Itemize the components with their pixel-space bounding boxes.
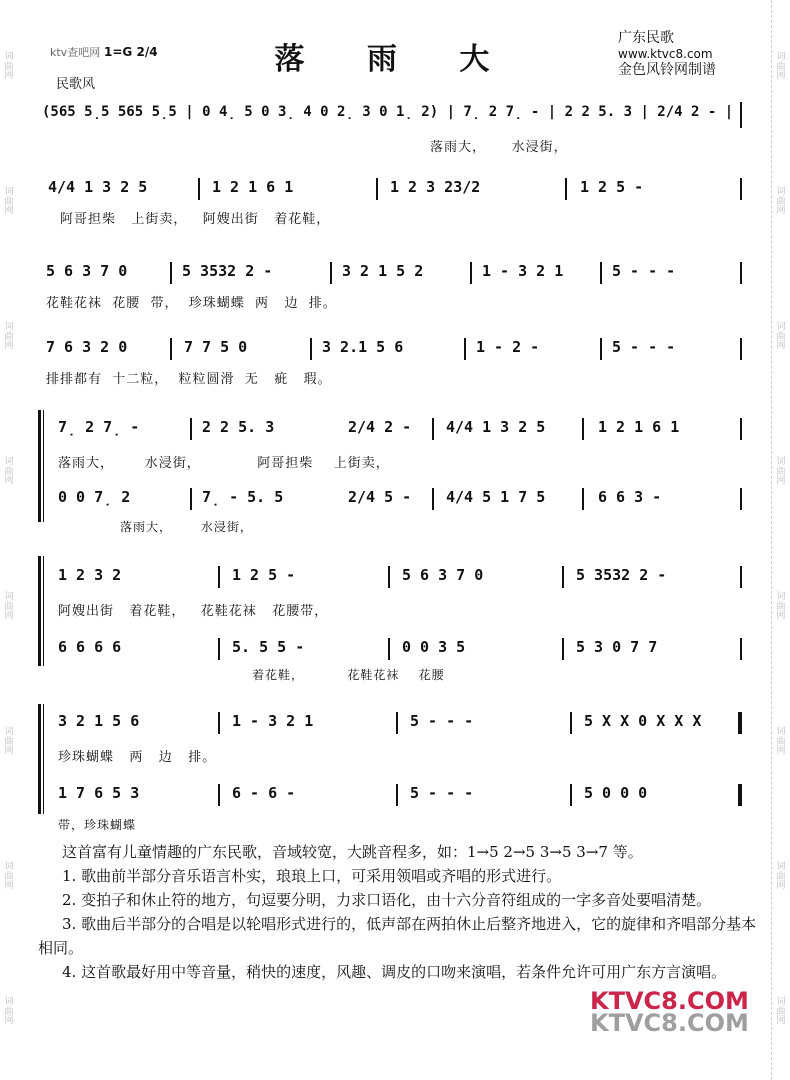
duet-system-2 bbox=[0, 566, 790, 682]
measure: 1 - 3 2 1 bbox=[482, 262, 564, 280]
margin-mark: 词 曲 网 bbox=[4, 592, 14, 622]
commentary-intro: 这首富有儿童情趣的广东民歌，音域较宽，大跳音程多，如：1→5 2→5 3→5 3→7 等。 bbox=[62, 843, 643, 861]
barline bbox=[740, 638, 742, 660]
barline bbox=[570, 784, 572, 806]
barline bbox=[740, 418, 742, 440]
barline bbox=[565, 178, 567, 200]
margin-mark: 词 曲 网 bbox=[4, 187, 14, 217]
barline bbox=[170, 338, 172, 360]
final-barline bbox=[738, 784, 742, 806]
margin-mark: 词 曲 网 bbox=[776, 997, 786, 1027]
barline bbox=[570, 712, 572, 734]
upper-measure: 1 2 5 - bbox=[232, 566, 296, 584]
barline bbox=[600, 338, 602, 360]
barline bbox=[218, 712, 220, 734]
measure: 5 - - - bbox=[612, 338, 676, 356]
barline bbox=[396, 712, 398, 734]
measure: 5 3532 2 - bbox=[182, 262, 273, 280]
margin-mark: 词 曲 网 bbox=[776, 52, 786, 82]
margin-mark: 词 曲 网 bbox=[776, 187, 786, 217]
measure: 7 7 5 0 bbox=[184, 338, 248, 356]
duet-system-1 bbox=[0, 418, 790, 534]
intro-system bbox=[0, 100, 790, 160]
lower-measure: 0 0 3 5 bbox=[402, 638, 466, 656]
commentary-point: 2. 变拍子和休止符的地方，句逗要分明，力求口语化，由十六分音符组成的一字多音处要唱清楚。 bbox=[62, 891, 712, 909]
margin-mark: 词 曲 网 bbox=[4, 862, 14, 892]
upper-measure: 7̣ 2 7̣ - bbox=[58, 418, 140, 436]
margin-mark: 词 曲 网 bbox=[776, 457, 786, 487]
measure: 1 2 5 - bbox=[580, 178, 644, 196]
margin-mark: 词 曲 网 bbox=[4, 997, 14, 1027]
lower-measure: 6 6 3 - bbox=[598, 488, 662, 506]
upper-lyrics: 落雨大， 水浸街， 阿哥担柴 上街卖， bbox=[58, 456, 390, 471]
margin-mark: 词 曲 网 bbox=[4, 52, 14, 82]
lyrics-line: 排排都有 十二粒， 粒粒圆滑 无 疵 瑕。 bbox=[46, 372, 332, 387]
barline bbox=[388, 638, 390, 660]
measure: 5 6 3 7 0 bbox=[46, 262, 128, 280]
measure: 1 2 3 23/2 bbox=[390, 178, 481, 196]
lyrics-line: 阿哥担柴 上街卖， 阿嫂出街 着花鞋， bbox=[60, 212, 331, 227]
barline bbox=[190, 488, 192, 510]
measure: 3 2 1 5 2 bbox=[342, 262, 424, 280]
credit-author: 金色风铃网制谱 bbox=[618, 62, 716, 78]
measure: 3 2.1 5 6 bbox=[322, 338, 404, 356]
upper-measure: 5 3532 2 - bbox=[576, 566, 667, 584]
barline bbox=[562, 638, 564, 660]
key-text: 1=G 2/4 bbox=[104, 45, 158, 59]
barline bbox=[388, 566, 390, 588]
upper-measure: 4/4 1 3 2 5 bbox=[446, 418, 546, 436]
lower-measure: 4/4 5 1 7 5 bbox=[446, 488, 546, 506]
intro-notes: (565 5̣5 565 5̣5 | 0 4̣ 5 0 3̣ 4 0 2̣ 3 0 1̣ 2) | 7̣ 2 7̣ - | 2 2 5. 3 | 2/4 2 - | bbox=[42, 104, 734, 120]
lower-measure: 5. 5 5 - bbox=[232, 638, 305, 656]
upper-measure: 1 2 3 2 bbox=[58, 566, 122, 584]
barline bbox=[432, 418, 434, 440]
system-1 bbox=[0, 178, 790, 238]
barline bbox=[740, 488, 742, 510]
barline bbox=[582, 488, 584, 510]
song-title: 落 雨 大 bbox=[274, 42, 516, 77]
lower-measure: 5 0 0 0 bbox=[584, 784, 648, 802]
barline bbox=[190, 418, 192, 440]
margin-mark: 词 曲 网 bbox=[4, 727, 14, 757]
upper-measure: 5 - - - bbox=[410, 712, 474, 730]
barline bbox=[376, 178, 378, 200]
system-3 bbox=[0, 338, 790, 398]
credit-origin: 广东民歌 bbox=[618, 30, 674, 46]
lower-measure: 5 3 0 7 7 bbox=[576, 638, 658, 656]
measure: 7 6 3 2 0 bbox=[46, 338, 128, 356]
barline bbox=[600, 262, 602, 284]
intro-lyrics: 落雨大， 水浸街， bbox=[430, 140, 568, 155]
upper-measure: 2 2 5. 3 bbox=[202, 418, 275, 436]
barline bbox=[740, 178, 742, 200]
barline bbox=[218, 784, 220, 806]
commentary-point: 1. 歌曲前半部分音乐语言朴实，琅琅上口，可采用领唱或齐唱的形式进行。 bbox=[62, 867, 562, 885]
margin-mark: 词 曲 网 bbox=[776, 322, 786, 352]
measure: 5 - - - bbox=[612, 262, 676, 280]
upper-measure: 3 2 1 5 6 bbox=[58, 712, 140, 730]
margin-mark: 词 曲 网 bbox=[4, 457, 14, 487]
barline bbox=[740, 566, 742, 588]
barline bbox=[740, 262, 742, 284]
credit-site: www.ktvc8.com bbox=[618, 47, 713, 61]
barline bbox=[310, 338, 312, 360]
final-barline bbox=[738, 712, 742, 734]
upper-lyrics: 珍珠蝴蝶 两 边 排。 bbox=[58, 750, 217, 765]
credit-block bbox=[618, 30, 716, 78]
barline bbox=[396, 784, 398, 806]
duet-system-3 bbox=[0, 712, 790, 832]
commentary-point: 3. 歌曲后半部分的合唱是以轮唱形式进行的，低声部在两拍休止后整齐地进入，它的旋律和齐唱部分基本相同。 bbox=[38, 915, 757, 957]
lower-measure: 7̣ - 5. 5 bbox=[202, 488, 284, 506]
barline bbox=[330, 262, 332, 284]
lower-lyrics: 落雨大， 水浸街， bbox=[120, 520, 253, 534]
lower-measure: 2/4 5 - bbox=[348, 488, 412, 506]
upper-measure: 5 X X 0 X X X bbox=[584, 712, 702, 730]
right-margin-watermark bbox=[774, 0, 788, 1080]
measure: 1 2 1 6 1 bbox=[212, 178, 294, 196]
lower-measure: 5 - - - bbox=[410, 784, 474, 802]
lower-lyrics: 带，珍珠蝴蝶 bbox=[58, 818, 137, 832]
margin-mark: 词 曲 网 bbox=[4, 322, 14, 352]
lower-measure: 0 0 7̣ 2 bbox=[58, 488, 131, 506]
key-prefix: ktv查吧网 bbox=[50, 46, 101, 59]
upper-lyrics: 阿嫂出街 着花鞋， 花鞋花袜 花腰带， bbox=[58, 604, 329, 619]
style-marking: 民歌风 bbox=[56, 77, 96, 92]
margin-divider bbox=[771, 0, 772, 1080]
site-watermark-logo: KTVC8.COM KTVC8.COM bbox=[590, 987, 749, 1037]
barline bbox=[464, 338, 466, 360]
lyrics-line: 花鞋花袜 花腰 带， 珍珠蝴蝶 两 边 排。 bbox=[46, 296, 337, 311]
barline bbox=[582, 418, 584, 440]
barline bbox=[740, 338, 742, 360]
measure: 1 - 2 - bbox=[476, 338, 540, 356]
lower-measure: 6 - 6 - bbox=[232, 784, 296, 802]
lower-lyrics: 着花鞋， 花鞋花袜 花腰 bbox=[252, 668, 445, 682]
lower-measure: 1 7 6 5 3 bbox=[58, 784, 140, 802]
measure: 4/4 1 3 2 5 bbox=[48, 178, 148, 196]
barline bbox=[740, 102, 742, 128]
barline bbox=[562, 566, 564, 588]
barline bbox=[170, 262, 172, 284]
barline bbox=[432, 488, 434, 510]
left-margin-watermark bbox=[2, 0, 16, 1080]
barline bbox=[218, 638, 220, 660]
upper-measure: 5 6 3 7 0 bbox=[402, 566, 484, 584]
key-signature bbox=[50, 44, 158, 60]
margin-mark: 词 曲 网 bbox=[776, 862, 786, 892]
barline bbox=[218, 566, 220, 588]
margin-mark: 词 曲 网 bbox=[776, 592, 786, 622]
system-2 bbox=[0, 262, 790, 322]
upper-measure: 1 2 1 6 1 bbox=[598, 418, 680, 436]
lower-measure: 6 6 6 6 bbox=[58, 638, 122, 656]
commentary-point: 4. 这首歌最好用中等音量，稍快的速度，风趣、调皮的口吻来演唱，若条件允许可用广东方言演唱。 bbox=[62, 963, 727, 981]
upper-measure: 2/4 2 - bbox=[348, 418, 412, 436]
margin-mark: 词 曲 网 bbox=[776, 727, 786, 757]
barline bbox=[198, 178, 200, 200]
commentary bbox=[38, 840, 768, 984]
barline bbox=[470, 262, 472, 284]
upper-measure: 1 - 3 2 1 bbox=[232, 712, 314, 730]
